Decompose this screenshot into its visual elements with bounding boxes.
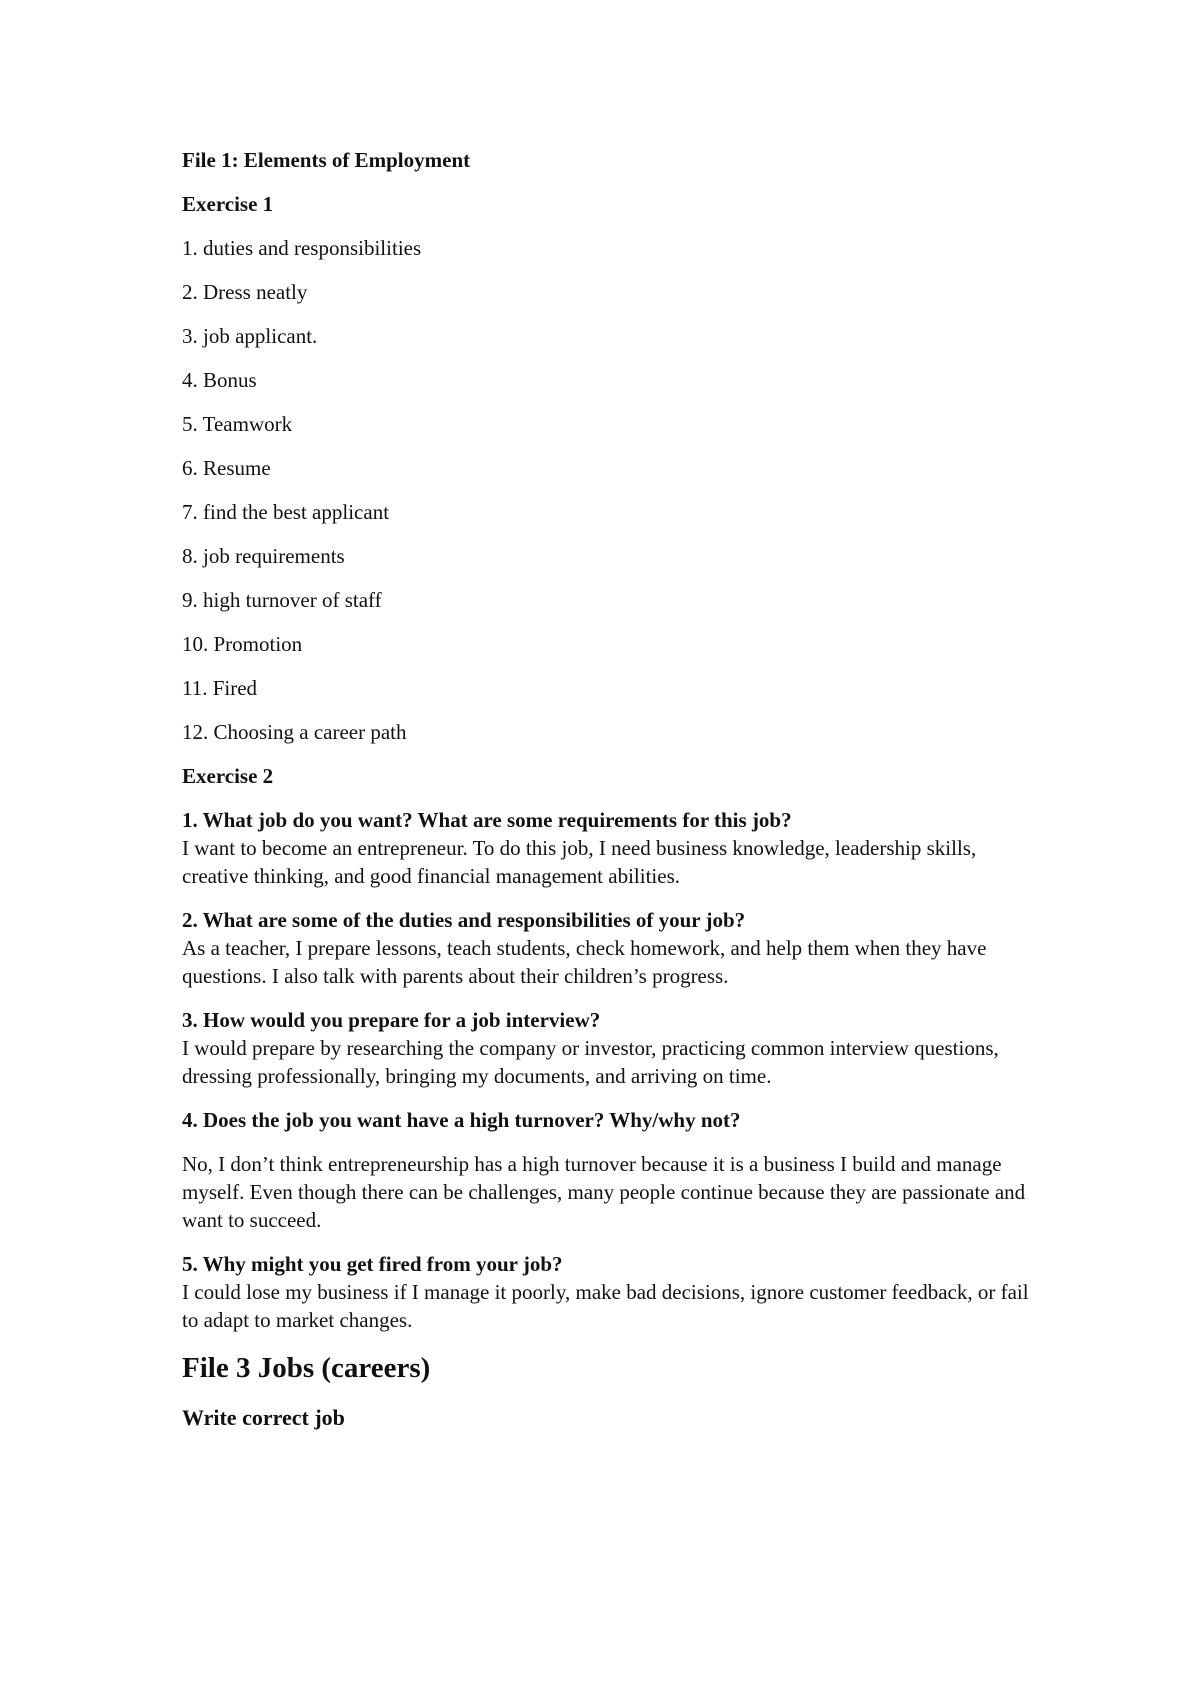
exercise-1-item: 4. Bonus (182, 368, 257, 392)
exercise-2-question: 1. What job do you want? What are some requirements for this job? (182, 808, 792, 832)
exercise-2-question-block (182, 906, 1042, 990)
exercise-1-item: 2. Dress neatly (182, 280, 308, 304)
exercise-2-question: 4. Does the job you want have a high turnover? Why/why not? (182, 1108, 741, 1132)
exercise-2-answer: I want to become an entrepreneur. To do this job, I need business knowledge, leadership skills, creative thinking, and good financial management abilities. (182, 836, 977, 888)
exercise-2-question-block (182, 1006, 1042, 1090)
exercise-2-answer: No, I don’t think entrepreneurship has a high turnover because it is a business I build and manage myself. Even though there can be challenges, many people continue because they are passionate and want to succeed. (182, 1152, 1026, 1232)
exercise-1-item: 11. Fired (182, 676, 258, 700)
exercise-2-heading: Exercise 2 (182, 764, 274, 788)
exercise-2-question: 5. Why might you get fired from your job? (182, 1252, 563, 1276)
file-3-subheading: Write correct job (182, 1405, 345, 1430)
exercise-2-answer: I could lose my business if I manage it poorly, make bad decisions, ignore customer feedback, or fail to adapt to market changes. (182, 1280, 1029, 1332)
exercise-1-item: 8. job requirements (182, 544, 345, 568)
document-content (182, 146, 1042, 1432)
exercise-2-question: 3. How would you prepare for a job interview? (182, 1008, 601, 1032)
exercise-1-item: 10. Promotion (182, 632, 303, 656)
exercise-1-item: 9. high turnover of staff (182, 588, 382, 612)
exercise-2-question-block (182, 1106, 1042, 1234)
exercise-1-item: 6. Resume (182, 456, 271, 480)
exercise-1-item: 7. find the best applicant (182, 500, 390, 524)
exercise-1-item: 12. Choosing a career path (182, 720, 407, 744)
exercise-2-question-block (182, 1250, 1042, 1334)
file-3-heading: File 3 Jobs (careers) (182, 1352, 431, 1384)
exercise-1-heading: Exercise 1 (182, 192, 274, 216)
exercise-1-item: 1. duties and responsibilities (182, 236, 422, 260)
exercise-1-item: 5. Teamwork (182, 412, 293, 436)
document-title: File 1: Elements of Employment (182, 148, 471, 172)
exercise-2-question-block (182, 806, 1042, 890)
exercise-2-answer: I would prepare by researching the company or investor, practicing common interview questions, dressing professionally, bringing my documents, and arriving on time. (182, 1036, 999, 1088)
exercise-2-question: 2. What are some of the duties and responsibilities of your job? (182, 908, 746, 932)
exercise-1-item: 3. job applicant. (182, 324, 318, 348)
exercise-2-answer: As a teacher, I prepare lessons, teach students, check homework, and help them when they have questions. I also talk with parents about their children’s progress. (182, 936, 987, 988)
